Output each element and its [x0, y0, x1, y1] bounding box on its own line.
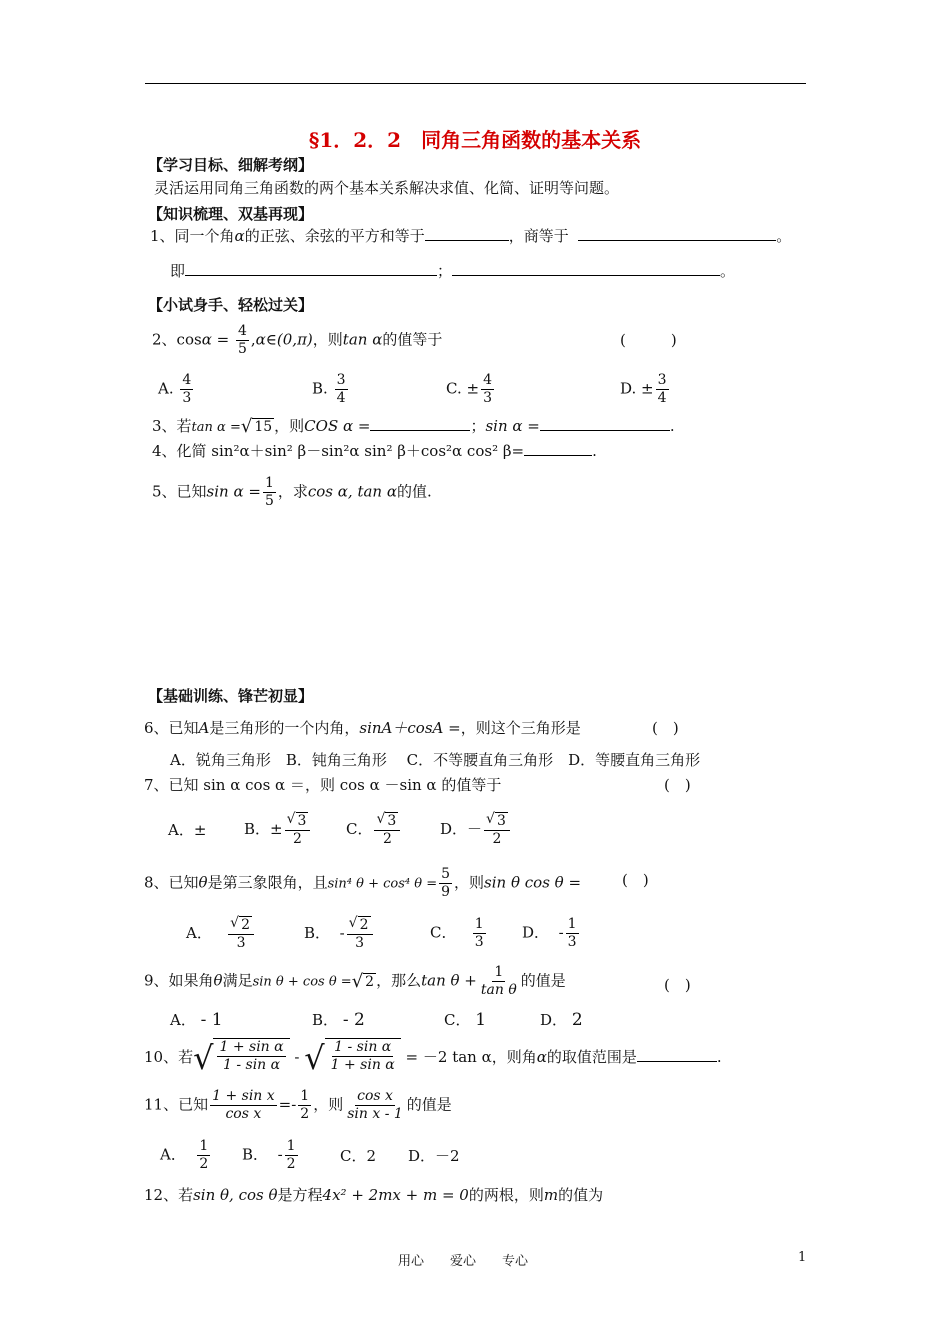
- footer-text: 用心 爱心 专心: [398, 1254, 529, 1269]
- question-6-options[interactable]: A．锐角三角形 B．钝角三角形 C．不等腰直角三角形 D．等腰直角三角形: [170, 751, 701, 769]
- question-12: 12、若sin θ, cos θ是方程4x² + 2mx + m = 0的两根，则m的值为: [144, 1186, 604, 1204]
- question-1-formula-line: 即 ； 。: [170, 262, 736, 280]
- option-b[interactable]: B． - $\frac{1}{2}$: [242, 1138, 296, 1172]
- section-heading-objectives: 【学习目标、细解考纲】: [148, 156, 314, 174]
- page-number: 1: [798, 1250, 807, 1265]
- option-c[interactable]: C. ± $\frac{4}{3}$: [446, 372, 492, 406]
- question-3: 3、若tan α = √ 15 ，则COS α = ；sin α = .: [152, 416, 675, 437]
- option-a[interactable]: A． $\frac{1}{2}$: [160, 1138, 209, 1172]
- question-5: 5、已知sin α = $\frac{1}{5}$ ，求cos α, tan α的值.: [152, 475, 432, 509]
- option-c[interactable]: C． $\frac{1}{3}$: [430, 916, 484, 950]
- question-2: 2、cosα = $\frac{4}{5}$ ,α∈(0,π)，则tan α的值等于: [152, 323, 443, 357]
- fraction: $\frac{4}{5}$: [237, 323, 247, 357]
- option-c[interactable]: C． √ 3 2: [346, 812, 402, 848]
- question-10: 10、若 √ $\frac{\text{1 + sin α}}{\text{1 - sin α}}$ - √ $\frac{\text{1 - sin α}}{\text{1 + sin α}}$ = －2 tan α，则角α的取值范围是 .: [144, 1039, 722, 1077]
- answer-paren: ( ): [664, 776, 691, 794]
- answer-paren: ( ): [652, 719, 679, 737]
- option-a[interactable]: A．±: [168, 821, 207, 839]
- answer-blank[interactable]: [185, 261, 437, 276]
- page-title: §1．2．2 同角三角函数的基本关系: [308, 128, 642, 152]
- answer-blank[interactable]: [452, 261, 720, 276]
- objectives-text: 灵活运用同角三角函数的两个基本关系解决求值、化简、证明等问题。: [154, 179, 620, 197]
- answer-paren: ( ): [622, 871, 649, 889]
- section-heading-basic-training: 【基础训练、锋芒初显】: [148, 687, 314, 705]
- option-a[interactable]: A. $\frac{4}{3}$: [158, 372, 192, 406]
- answer-blank[interactable]: [637, 1047, 717, 1062]
- option-d[interactable]: D． - $\frac{1}{3}$: [522, 916, 577, 950]
- header-rule: [145, 83, 806, 84]
- section-heading-quick-test: 【小试身手、轻松过关】: [148, 296, 314, 314]
- option-d[interactable]: D. ± $\frac{3}{4}$: [620, 372, 667, 406]
- option-b[interactable]: B．± √ 3 2: [244, 812, 312, 848]
- option-d[interactable]: D．－2: [408, 1147, 460, 1165]
- option-c[interactable]: C． 1: [444, 1010, 487, 1030]
- option-b[interactable]: B. $\frac{3}{4}$: [312, 372, 346, 406]
- option-a[interactable]: A． √ 2 3: [186, 916, 256, 952]
- option-b[interactable]: B． - √ 2 3: [304, 916, 375, 952]
- answer-paren: ( ): [664, 976, 691, 994]
- answer-blank[interactable]: [370, 416, 470, 431]
- option-c[interactable]: C．2: [340, 1147, 377, 1165]
- question-7: 7、已知 sin α cos α ＝，则 cos α －sin α 的值等于: [144, 776, 502, 794]
- option-b[interactable]: B． - 2: [312, 1010, 365, 1030]
- question-11: 11、已知 $\frac{\text{1 + sin x}}{\text{cos x}}$ =- $\frac{1}{2}$ ，则 $\frac{\text{cos x}}{\text{sin x - 1}}$ 的值是: [144, 1088, 452, 1122]
- answer-blank[interactable]: [524, 441, 592, 456]
- option-d[interactable]: D． 2: [540, 1010, 583, 1030]
- answer-paren: ( ): [620, 331, 677, 349]
- question-6: 6、已知A是三角形的一个内角，sinA＋cosA =，则这个三角形是: [144, 719, 581, 737]
- question-9: 9、如果角θ满足sin θ + cos θ = √ 2 ，那么tan θ + $\frac{1}{\text{tan θ}}$ 的值是: [144, 964, 566, 998]
- option-a[interactable]: A． - 1: [170, 1010, 223, 1030]
- answer-blank[interactable]: [578, 226, 776, 241]
- question-8: 8、已知θ是第三象限角，且sin⁴ θ + cos⁴ θ = $\frac{5}{9}$ ，则sin θ cos θ =: [144, 866, 582, 900]
- option-d[interactable]: D．－ √ 3 2: [440, 812, 512, 848]
- question-1: 1、同一个角α的正弦、余弦的平方和等于 ，商等于 。: [150, 227, 792, 245]
- section-heading-knowledge: 【知识梳理、双基再现】: [148, 205, 314, 223]
- question-4: 4、化简 sin²α＋sin² β－sin²α sin² β＋cos²α cos² β= .: [152, 442, 597, 460]
- answer-blank[interactable]: [540, 416, 670, 431]
- answer-blank[interactable]: [425, 226, 509, 241]
